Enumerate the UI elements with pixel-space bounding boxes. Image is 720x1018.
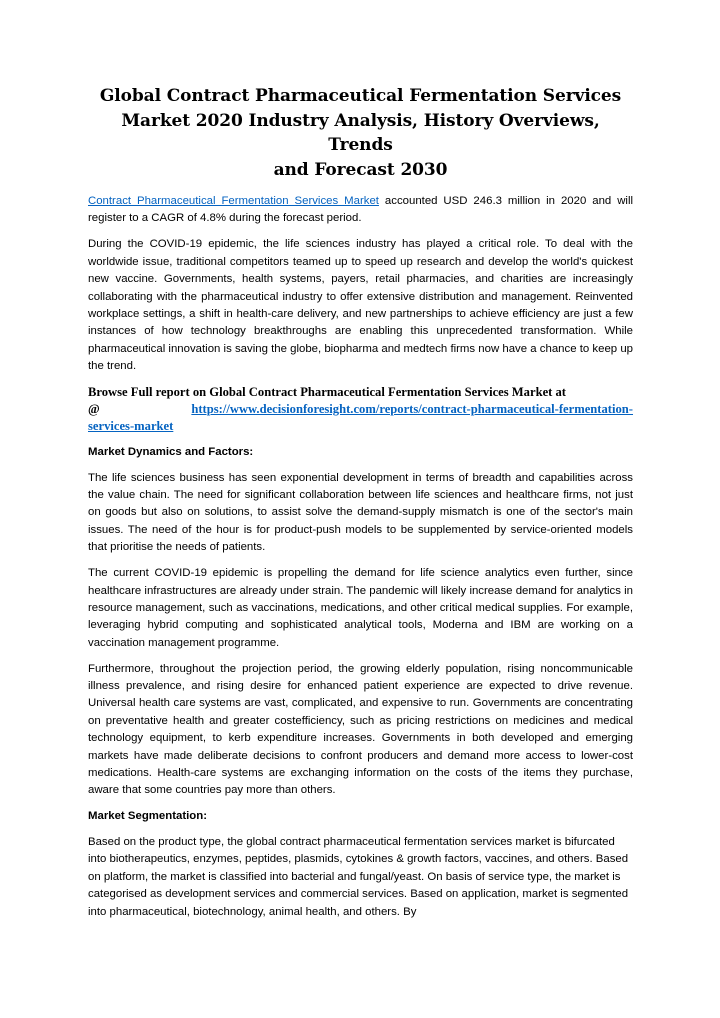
segmentation-paragraph: Based on the product type, the global contract pharmaceutical fermentation services market is bifurcated into biotherapeutics, enzymes, peptides, plasmids, cytokines & growth factors, vaccines, and others. Based on platform, the market is classified into bacterial and fungal/yeast. On basis of service type, the market is categorised as development services and commercial services. Based on application, market is segmented into pharmaceutical, biotechnology, animal health, and others. By [88,835,629,918]
market-dynamics-heading: Market Dynamics and Factors: [88,446,254,459]
market-segmentation-heading: Market Segmentation: [88,810,207,823]
document-page [88,84,633,929]
at-symbol: @ [88,402,100,417]
title-line-3: and Forecast 2030 [273,159,448,180]
report-url-link-part-2[interactable]: services-market [88,419,174,434]
title-line-1: Global Contract Pharmaceutical Fermentation Services [99,86,622,106]
title-line-2: Market 2020 Industry Analysis, History Overviews, Trends [121,110,600,155]
document-title [88,84,633,182]
dynamics-paragraph-1: The life sciences business has seen exponential development in terms of breadth and capabilities across the value chain. The need for significant collaboration between life sciences and healthcare firms, not just on goods but also on solutions, to assist solve the demand-supply mismatch is one of the sector's main issues. The need of the hour is for product-push models to be supplemented by service-oriented models that prioritise the needs of patients. [88,471,633,554]
dynamics-paragraph-2: The current COVID-19 epidemic is propelling the demand for life science analytics even further, since healthcare infrastructures are already under strain. The pandemic will likely increase demand for analytics in resource management, such as vaccinations, medications, and other critical medical supplies. For example, leveraging hybrid computing and sophisticated analytical tools, Moderna and IBM are working on a vaccination management programme. [88,567,633,649]
report-url-link-part-1[interactable]: https://www.decisionforesight.com/reports/contract-pharmaceutical-fermentation- [191,402,633,417]
browse-url-line [88,401,633,418]
dynamics-paragraph-3: Furthermore, throughout the projection period, the growing elderly population, rising noncommunicable illness prevalence, and rising desire for enhanced patient experience are expected to drive revenue. Universal health care systems are vast, complicated, and expensive to run. Governments are concentrating on preventative health and greater costefficiency, such as pricing restrictions on medicines and medical technology equipment, to kerb expenditure increases. Governments in both developed and emerging markets have made deliberate decisions to confront producers and demand more access to lower-cost medications. Health-care systems are exchanging information on the costs of the items they purchase, aware that some countries pay more than others. [88,662,633,797]
market-report-link[interactable]: Contract Pharmaceutical Fermentation Services Market [88,195,379,207]
browse-label: Browse Full report on Global Contract Pharmaceutical Fermentation Services Market at [88,385,566,400]
intro-paragraph [88,193,633,228]
browse-report-block [88,384,633,435]
covid-paragraph: During the COVID-19 epidemic, the life sciences industry has played a critical role. To deal with the worldwide issue, traditional competitors teamed up to speed up research and develop the world's quickest new vaccine. Governments, health systems, payers, retail pharmacies, and charities are increasingly collaborating with the pharmaceutical industry to offer extensive distribution and management. Reinvented workplace settings, a shift in health-care delivery, and new partnerships to achieve efficiency are just a few instances of how technology breakthroughs are enabling this unprecedented transformation. While pharmaceutical innovation is saving the globe, biopharma and medtech firms now have a chance to keep up the trend. [88,238,633,373]
intro-text: accounted USD 246.3 million in 2020 and will register to a CAGR of 4.8% during the forecast period. [88,195,634,225]
